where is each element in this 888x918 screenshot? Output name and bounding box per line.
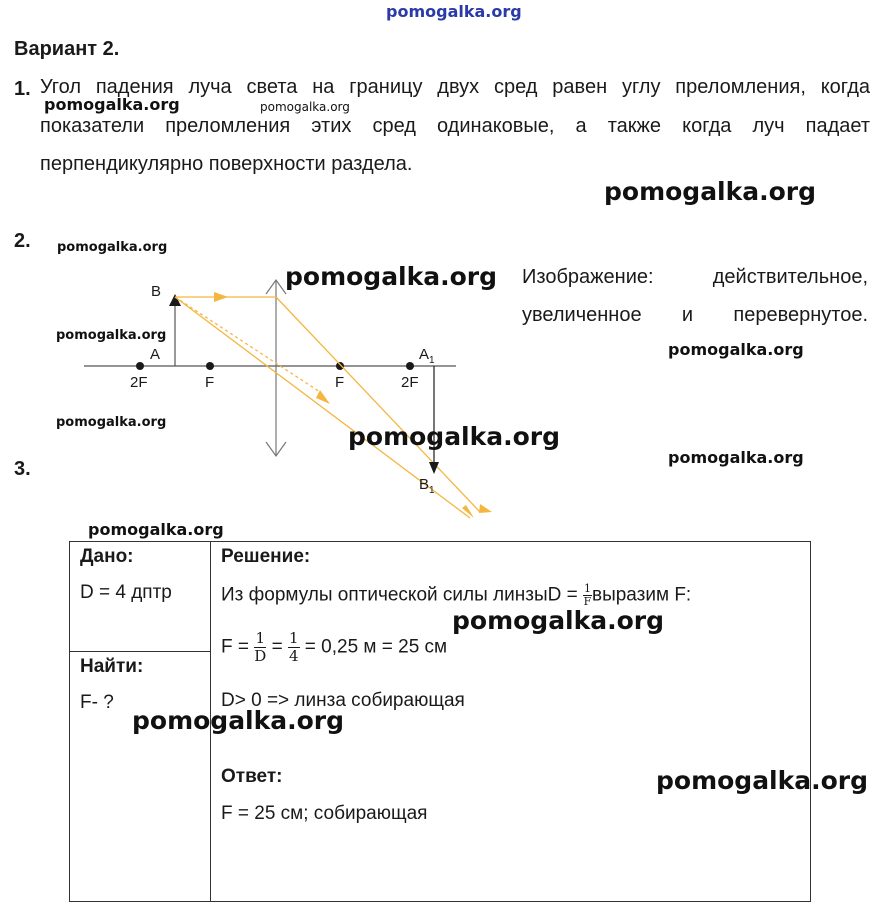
calculation-line: F = $\frac{1}{D}$ = $\frac{1}{4}$ = 0,25 м = 25 см (221, 629, 448, 665)
point-f-right (336, 362, 344, 370)
watermark-label: pomogalka.org (260, 100, 350, 114)
watermark-top: pomogalka.org (386, 2, 522, 21)
label-f-left: F (205, 374, 215, 391)
answer-value: F = 25 см; собирающая (221, 803, 428, 824)
task1-line1: Угол падения луча света на границу двух сред равен углу преломления, когда (40, 76, 870, 98)
watermark-label: pomogalka.org (604, 177, 817, 206)
ray-dashed (175, 297, 320, 392)
watermark-label: pomogalka.org (452, 606, 665, 635)
condition-line: D> 0 => линза собирающая (221, 690, 465, 711)
calc-fraction-1: $\frac{1}{D}$ (254, 629, 267, 665)
ray-arrowheads (214, 292, 492, 518)
find-value: F- ? (80, 692, 114, 713)
label-f-right: F (335, 374, 345, 391)
task2-number: 2. (14, 230, 31, 252)
label-2f-right: 2F (401, 374, 419, 391)
point-f-left (206, 362, 214, 370)
calc-fraction-2: $\frac{1}{4}$ (288, 629, 299, 665)
watermark-label: pomogalka.org (656, 766, 869, 795)
task1-line2: показатели преломления этих сред одинаковые, а также когда луч падает (40, 115, 870, 137)
task1-number: 1. (14, 78, 31, 100)
point-2f-right (406, 362, 414, 370)
solution-header: Решение: (221, 546, 311, 567)
watermark-label: pomogalka.org (132, 706, 345, 735)
watermark-label: pomogalka.org (668, 448, 804, 467)
label-2f-left: 2F (130, 374, 148, 391)
task1-line3: перпендикулярно поверхности раздела. (40, 153, 413, 175)
point-2f-left (136, 362, 144, 370)
task3-number: 3. (14, 458, 31, 480)
watermark-label: pomogalka.org (56, 328, 167, 343)
watermark-label: pomogalka.org (285, 262, 498, 291)
watermark-label: pomogalka.org (348, 422, 561, 451)
label-b: B (151, 283, 162, 300)
variant-title: Вариант 2. (14, 38, 120, 60)
label-a1: $A_1$ (419, 346, 435, 366)
find-header: Найти: (80, 656, 144, 677)
watermark-label: pomogalka.org (668, 340, 804, 359)
formula-fraction: $\frac{1}{F}$ (583, 582, 592, 608)
label-b1: $B_1$ (419, 476, 435, 496)
watermark-label: pomogalka.org (57, 240, 168, 255)
table-row-divider (69, 651, 211, 652)
ray-refracted (276, 297, 480, 512)
formula-line: Из формулы оптической силы линзыD = $\frac{1}{F}$ выразим F: (221, 582, 692, 608)
task2-answer-line2: увеличенное и перевернутое. (522, 304, 868, 326)
watermark-label: pomogalka.org (56, 415, 167, 430)
label-a: A (150, 346, 161, 363)
given-header: Дано: (80, 546, 134, 567)
given-value: D = 4 дптр (80, 582, 172, 603)
watermark-label: pomogalka.org (88, 520, 224, 539)
task2-answer-line1: Изображение: действительное, (522, 266, 868, 288)
watermark-label: pomogalka.org (44, 95, 180, 114)
answer-header: Ответ: (221, 766, 283, 787)
